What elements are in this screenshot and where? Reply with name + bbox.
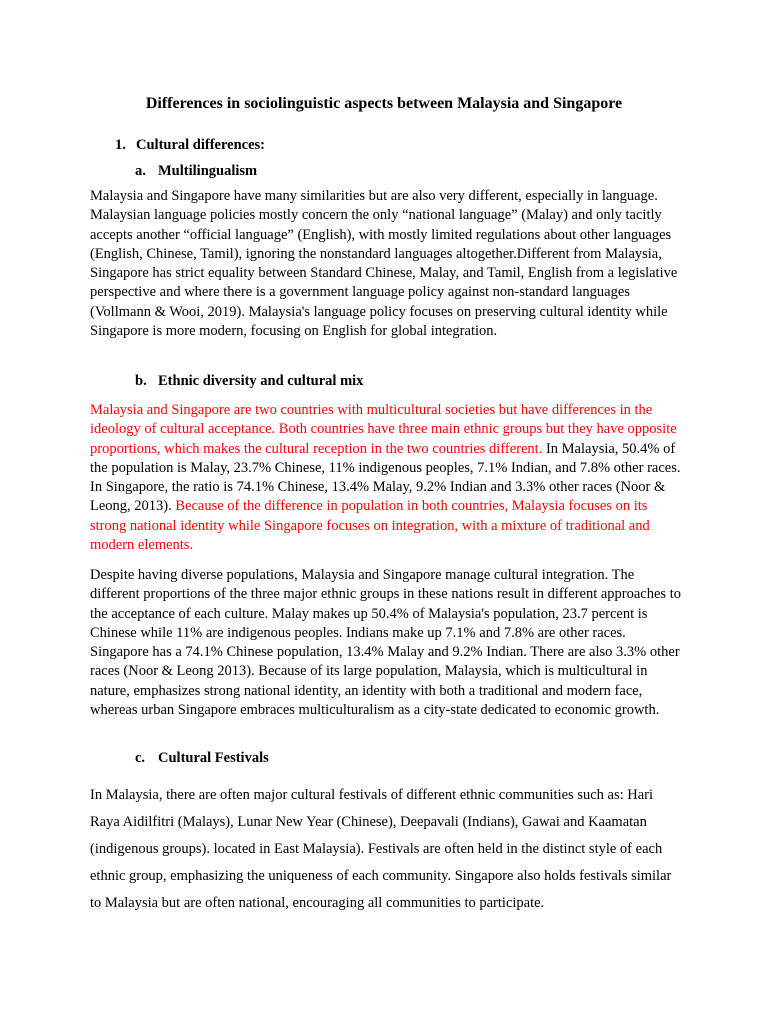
subheading-cultural-festivals xyxy=(135,749,269,767)
subheading-text: Multilingualism xyxy=(158,163,258,179)
subheading-ethnic-diversity xyxy=(135,372,363,390)
subheading-text: Cultural Festivals xyxy=(158,750,269,766)
subheading-multilingualism xyxy=(135,162,257,180)
paragraph-multilingualism: Malaysia and Singapore have many similarities but are also very different, especially in language. Malaysian language policies mostly concern the only “national language” (Malay) and only tacitly accepts another “official language” (English), with mostly limited regulations about other languages (English, Chinese, Tamil), ignoring the nonstandard languages altogether.Different from Malaysia, Singapore has strict equality between Standard Chinese, Malay, and Tamil, English from a legislative perspective and where there is a government language policy against non-standard languages (Vollmann & Wooi, 2019). Malaysia's language policy focuses on preserving cultural identity while Singapore is more modern, focusing on English for global integration. xyxy=(90,188,678,340)
highlighted-text: Because of the difference in population in both countries, Malaysia focuses on its strong national identity while Singapore focuses on integration, with a mixture of traditional and modern elements. xyxy=(90,498,650,554)
subheading-letter: c. xyxy=(135,750,146,766)
paragraph-ethnic-diversity-1 xyxy=(90,401,686,555)
subheading-letter: a. xyxy=(135,163,146,179)
section-number: 1. xyxy=(115,137,126,153)
section-heading-text: Cultural differences: xyxy=(136,137,265,153)
body-text: In Malaysia, 50.4% of the population is Malay, 23.7% Chinese, 11% indigenous peoples, 7.1% Indian, and 7.8% other races. In Singapore, the ratio is 74.1% Chinese, 13.4% Malay, 9.2% Indian and 3.3% other races (Noor & Leong, 2013). xyxy=(90,440,681,515)
document-title: Differences in sociolinguistic aspects between Malaysia and Singapore xyxy=(145,95,623,112)
paragraph-ethnic-diversity-2: Despite having diverse populations, Malaysia and Singapore manage cultural integration. The different proportions of the three major ethnic groups in these nations result in different approaches to the acceptance of each culture. Malay makes up 50.4% of Malaysia's population, 23.7 percent is Chinese while 11% are indigenous peoples. Indians make up 7.1% and 7.8% are other races. Singapore has a 74.1% Chinese population, 13.4% Malay and 9.2% Indian. There are also 3.3% other races (Noor & Leong 2013). Because of its large population, Malaysia, which is multicultural in nature, emphasizes strong national identity, an identity with both a traditional and modern face, whereas urban Singapore embraces multiculturalism as a city-state dedicated to economic growth. xyxy=(90,567,681,719)
highlighted-text: Malaysia and Singapore are two countries with multicultural societies but have differences in the ideology of cultural acceptance. Both countries have three main ethnic groups but they have opposite proportions, which makes the cultural reception in the two countries different. xyxy=(90,402,677,457)
subheading-letter: b. xyxy=(135,373,147,389)
paragraph-cultural-festivals: In Malaysia, there are often major cultural festivals of different ethnic communities such as: Hari Raya Aidilfitri (Malays), Lunar New Year (Chinese), Deepavali (Indians), Gawai and Kaamatan (indigenous groups). located in East Malaysia). Festivals are often held in the distinct style of each ethnic group, emphasizing the uniqueness of each community. Singapore also holds festivals similar to Malaysia but are often national, encouraging all communities to participate. xyxy=(90,787,672,911)
subheading-text: Ethnic diversity and cultural mix xyxy=(158,373,364,389)
